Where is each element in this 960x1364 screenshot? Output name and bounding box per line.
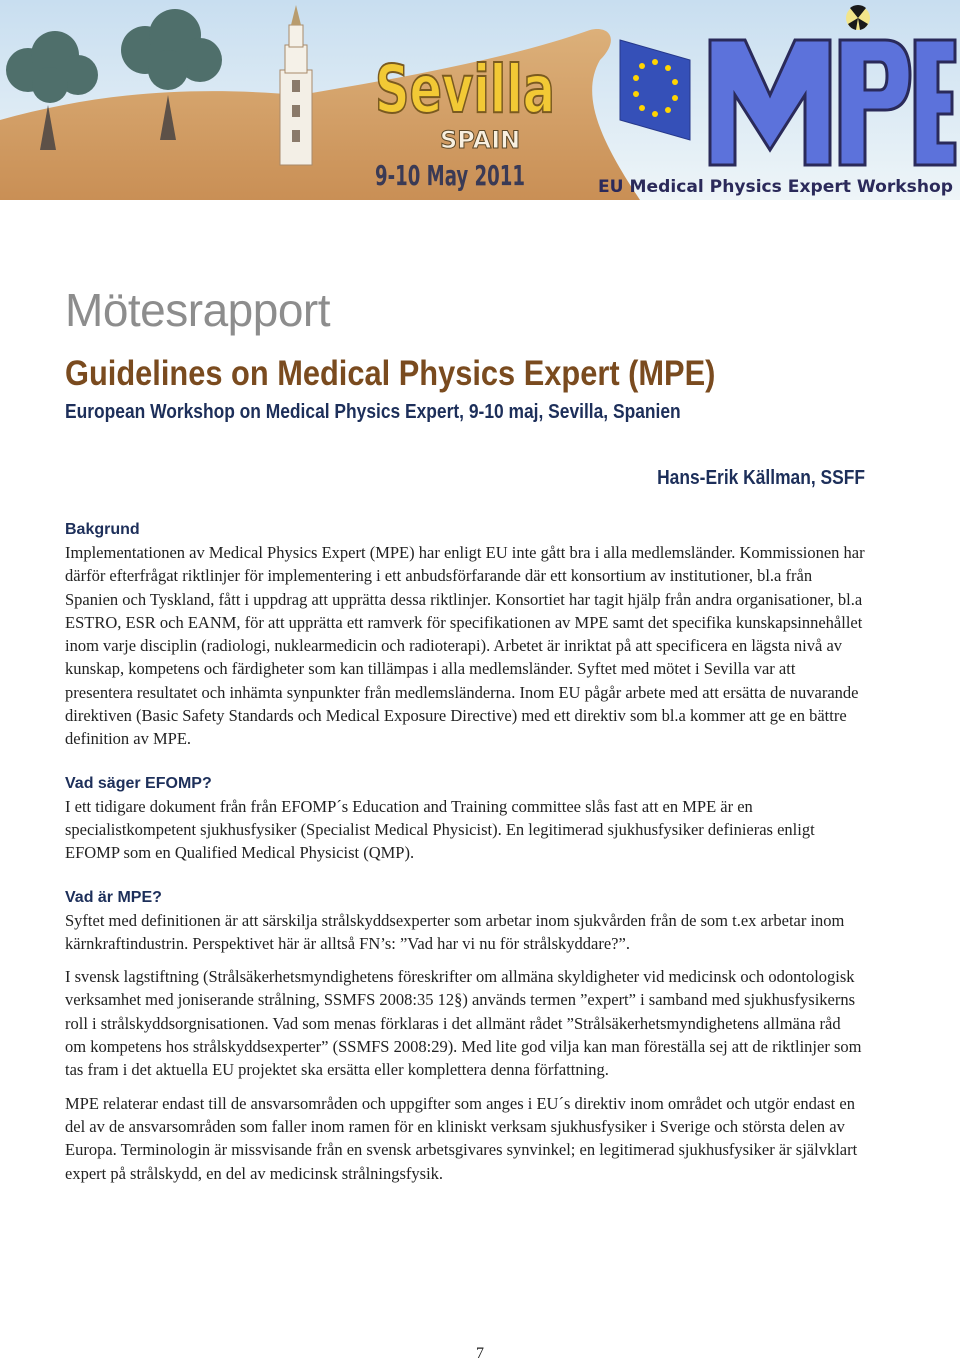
section-heading: Bakgrund <box>65 521 140 538</box>
workshop-banner <box>0 0 960 200</box>
section-efomp <box>65 773 865 865</box>
banner-workshop: EU Medical Physics Expert Workshop <box>598 177 953 197</box>
document-title: Guidelines on Medical Physics Expert (MPE) <box>65 354 716 393</box>
section-heading: Vad säger EFOMP? <box>65 774 212 792</box>
banner-dates: 9-10 May 2011 <box>375 159 525 192</box>
section-mpe <box>65 887 865 1185</box>
document-subtitle: European Workshop on Medical Physics Expert, 9-10 maj, Sevilla, Spanien <box>65 401 681 423</box>
paragraph: I ett tidigare dokument från från EFOMP´s Education and Training committee slås fast att en MPE är en specialistkompetent sjukhusfysiker (Specialist Medical Physicist). En legitimerad sjukhusfysiker definieras enligt EFOMP som en Qualified Medical Physicist (QMP). <box>65 796 815 863</box>
section-heading: Vad är MPE? <box>65 888 162 906</box>
document-body <box>65 283 865 1185</box>
banner-country: SPAIN <box>440 126 521 154</box>
paragraph: I svensk lagstiftning (Strålsäkerhetsmyndighetens föreskrifter om allmäna skyldigheter vid medicinsk och odontologisk verksamhet med joniserande strålning, SSMFS 2008:35 12§) används termen ”expert” i samband med sjukhusfysikerns roll i strålskyddsorgnisationen. Vad som menas förklaras i det allmänt rådet ”Strålsäkerhetsmyndighetens allmäna råd om kompetens hos strålskyddsexperter” (SSMFS 2008:29). Med lite god vilja kan man föreställa sej att de riktlinjer som tas fram i det aktuella EU projektet ska ersätta eller komplettera denna författning. <box>65 967 862 1080</box>
document-author: Hans-Erik Källman, SSFF <box>657 467 865 489</box>
banner-city: Sevilla <box>375 51 555 128</box>
section-bakgrund <box>65 519 865 751</box>
paragraph: MPE relaterar endast till de ansvarsområden och uppgifter som anges i EU´s direktiv inom området och utgör endast en del av de ansvarsområden som faller inom ramen för en kliniskt verksam sjukhusfysiker i Sverige och största delen av Europa. Terminologin är missvisande från en svensk arbetsgivares synvinkel; en legitimerad sjukhusfysiker är självklart expert på strålskydd, en del av medicinsk strålningsfysik. <box>65 1093 858 1183</box>
paragraph: Syftet med definitionen är att särskilja strålskyddsexperter som arbetar inom sjukvården från de som t.ex arbetar inom kärnkraftindustrin. Perspektivet här är alltså FN’s: ”Vad har vi nu för strålskyddare?”. <box>65 910 845 953</box>
document-kind: Mötesrapport <box>65 284 331 336</box>
paragraph: Implementationen av Medical Physics Expert (MPE) har enligt EU inte gått bra i alla medlemsländer. Kommissionen har därför efterfrågat riktlinjer för implementering i ett anbudsförfarande där ett konsortium av institutioner, bl.a från Spanien och Tyskland, fått i uppdrag att upprätta dessa riktlinjer. Konsortiet har tagit hjälp från andra organisationer, bl.a ESTRO, ESR och EANM, för att upprätta ett ramverk för specifikationen av MPE samt det specifika kunskapsinnehållet inom varje disciplin (radiologi, nuklearmedicin och radioterapi). Arbetet är inriktat på att specificera en lägsta nivå av kunskap, kompetens och färdigheter som kan tillämpas i alla medlemsländer. Syftet med mötet i Sevilla var att presentera resultatet och inhämta synpunkter från medlemsländerna. Inom EU pågår arbete med att ersätta de nuvarande direktiven (Basic Safety Standards och Medical Exposure Directive) med ett direktiv som bl.a kommer att ge en bättre definition av MPE. <box>65 543 865 749</box>
page-number: 7 <box>476 1345 484 1362</box>
